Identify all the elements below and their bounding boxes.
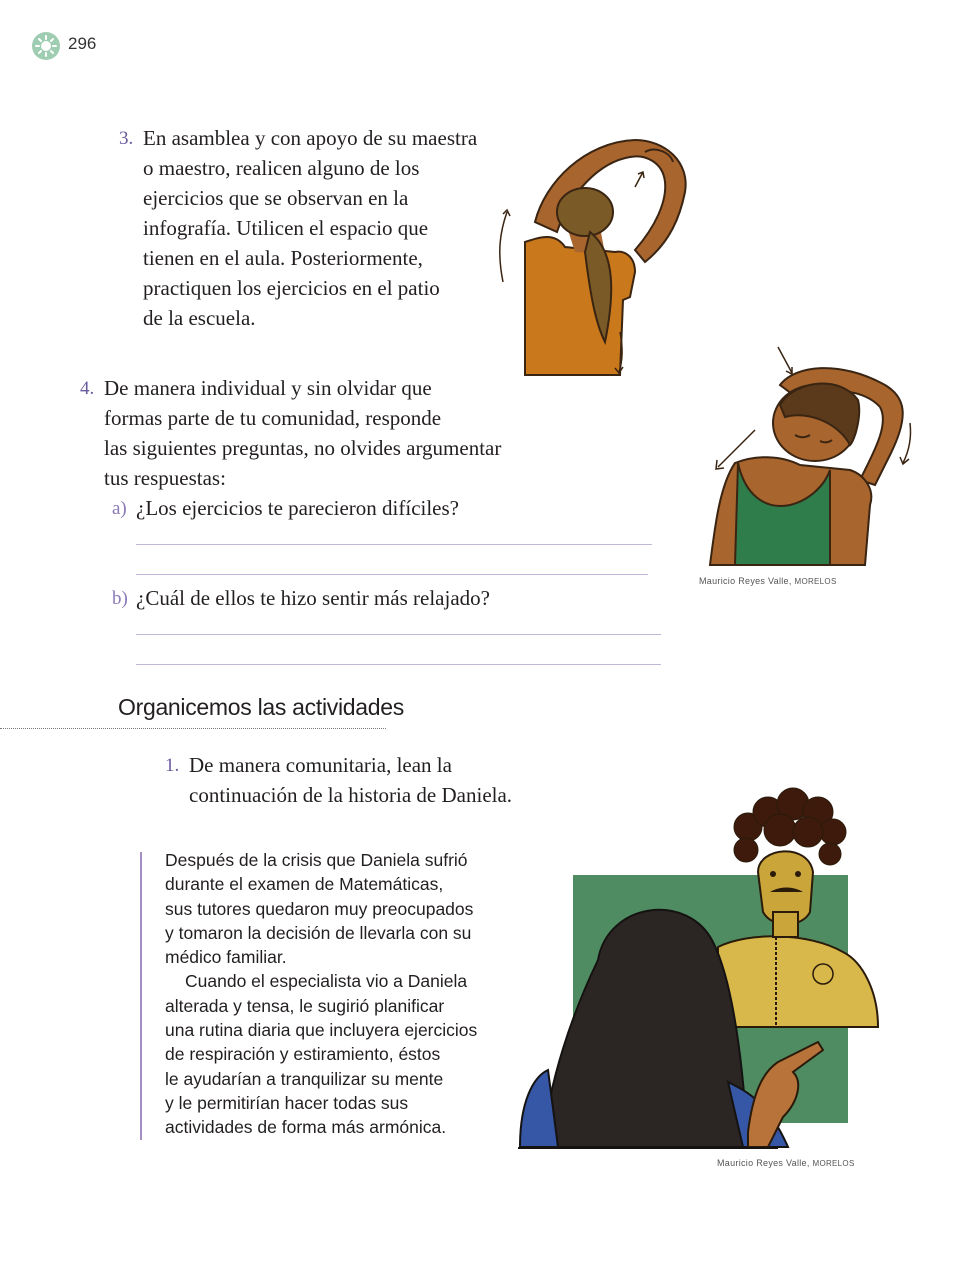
question-b-text: ¿Cuál de ellos te hizo sentir más relajado? [136,586,490,610]
doctor-daniela-illustration [518,782,883,1152]
page-number: 296 [68,34,97,53]
item-4-number: 4. [80,378,95,399]
section-badge-icon [32,32,60,60]
question-a-text: ¿Los ejercicios te parecieron difíciles? [136,496,459,520]
item-3-number: 3. [119,128,134,149]
illustration-credit-2: Mauricio Reyes Valle, MORELOS [717,1158,855,1168]
stretching-girl-illustration [495,132,705,380]
story-accent-bar [140,852,142,1140]
answer-line-a1[interactable] [136,544,652,545]
answer-line-b1[interactable] [136,634,661,635]
item-4-text: De manera individual y sin olvidar que formas parte de tu comunidad, responde las siguientes preguntas, no olvides argumentar tus respuestas: [104,376,502,490]
illustration-credit-1: Mauricio Reyes Valle, MORELOS [699,576,837,586]
item-1-text: De manera comunitaria, lean la continuación de la historia de Daniela. [189,753,513,807]
story-text: Después de la crisis que Daniela sufrió durante el examen de Matemáticas, sus tutores quedaron muy preocupados y tomaron la decisión de llevarla con su médico familiar. Cuando el especialista vio a Daniela alterada y tensa, le sugirió planificar una rutina diaria que incluyera ejercicios de respiración y estiramiento, éstos le ayudarían a tranquilizar su mente y le permitirían hacer todas sus actividades de forma más armónica. [165,850,478,1138]
question-b-letter: b) [112,588,128,609]
item-1-number: 1. [165,755,180,776]
answer-line-a2[interactable] [136,574,648,575]
section-divider [0,728,386,729]
section-title: Organicemos las actividades [118,694,404,720]
answer-line-b2[interactable] [136,664,661,665]
item-3-text: En asamblea y con apoyo de su maestra o maestro, realicen alguno de los ejercicios que se observan en la infografía. Utilicen el espacio que tienen en el aula. Posteriormente, practiquen los ejercicios en el patio de la escuela. [143,126,478,330]
neck-stretch-boy-illustration [700,345,915,567]
question-a-letter: a) [112,498,127,519]
